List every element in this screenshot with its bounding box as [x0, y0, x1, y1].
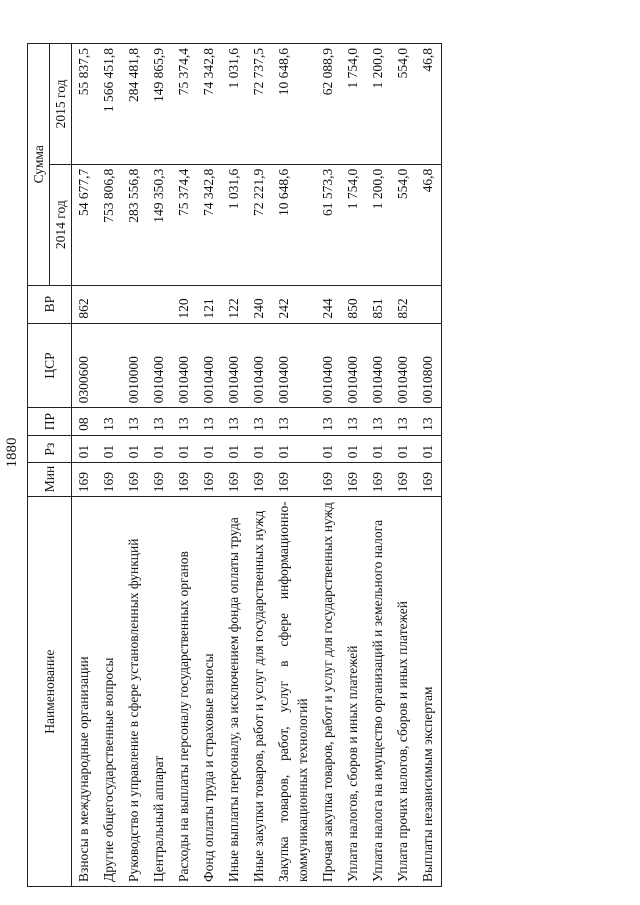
cell-sum-2014: 283 556,8	[122, 164, 147, 285]
cell-sum-2014: 753 806,8	[97, 164, 122, 285]
table-row	[222, 44, 247, 887]
cell-rz: 01	[97, 435, 122, 463]
cell-vr: 240	[247, 285, 272, 323]
cell-sum-2014: 1 200,0	[366, 164, 391, 285]
cell-pr: 13	[341, 408, 366, 436]
cell-min: 169	[341, 463, 366, 497]
cell-sum-2015: 72 737,5	[247, 44, 272, 165]
cell-pr: 13	[172, 408, 197, 436]
table-row	[391, 44, 416, 887]
table-row	[72, 44, 98, 887]
cell-csr: 0010400	[341, 323, 366, 408]
cell-pr: 13	[247, 408, 272, 436]
cell-rz: 01	[272, 435, 316, 463]
cell-sum-2014: 75 374,4	[172, 164, 197, 285]
cell-pr: 13	[197, 408, 222, 436]
cell-vr: 122	[222, 285, 247, 323]
cell-min: 169	[366, 463, 391, 497]
cell-sum-2014: 1 031,6	[222, 164, 247, 285]
cell-min: 169	[172, 463, 197, 497]
cell-sum-2015: 1 031,6	[222, 44, 247, 165]
cell-min: 169	[222, 463, 247, 497]
cell-vr	[97, 285, 122, 323]
header-year-2015: 2015 год	[50, 44, 72, 165]
cell-sum-2015: 46,8	[416, 44, 442, 165]
table-row	[416, 44, 442, 887]
table-row	[341, 44, 366, 887]
cell-rz: 01	[172, 435, 197, 463]
cell-pr: 13	[391, 408, 416, 436]
cell-rz: 01	[72, 435, 98, 463]
cell-pr: 13	[316, 408, 341, 436]
cell-vr	[147, 285, 172, 323]
cell-name: Закупка товаров, работ, услуг в сфере информационно-коммуникационных технологий	[272, 497, 316, 887]
cell-rz: 01	[197, 435, 222, 463]
cell-name: Уплата налогов, сборов и иных платежей	[341, 497, 366, 887]
cell-sum-2015: 1 200,0	[366, 44, 391, 165]
cell-vr: 852	[391, 285, 416, 323]
cell-min: 169	[97, 463, 122, 497]
cell-csr: 0010400	[147, 323, 172, 408]
cell-rz: 01	[341, 435, 366, 463]
cell-rz: 01	[366, 435, 391, 463]
cell-sum-2015: 75 374,4	[172, 44, 197, 165]
cell-sum-2015: 1 566 451,8	[97, 44, 122, 165]
cell-sum-2014: 61 573,3	[316, 164, 341, 285]
cell-csr: 0300600	[72, 323, 98, 408]
cell-pr: 13	[97, 408, 122, 436]
cell-name: Иные выплаты персоналу, за исключением фонда оплаты труда	[222, 497, 247, 887]
cell-sum-2014: 554,0	[391, 164, 416, 285]
cell-vr: 850	[341, 285, 366, 323]
cell-name: Фонд оплаты труда и страховые взносы	[197, 497, 222, 887]
cell-name: Уплата прочих налогов, сборов и иных платежей	[391, 497, 416, 887]
cell-csr: 0010400	[247, 323, 272, 408]
cell-sum-2015: 10 648,6	[272, 44, 316, 165]
header-pr: ПР	[28, 408, 72, 436]
cell-csr: 0010400	[197, 323, 222, 408]
cell-sum-2014: 54 677,7	[72, 164, 98, 285]
cell-pr: 13	[272, 408, 316, 436]
cell-csr: 0010400	[366, 323, 391, 408]
cell-pr: 13	[222, 408, 247, 436]
header-min: Мин	[28, 463, 72, 497]
cell-pr: 08	[72, 408, 98, 436]
cell-rz: 01	[316, 435, 341, 463]
header-sum: Сумма	[28, 44, 50, 286]
cell-csr: 0010400	[272, 323, 316, 408]
cell-name: Руководство и управление в сфере установленных функций	[122, 497, 147, 887]
cell-name: Выплаты независимым экспертам	[416, 497, 442, 887]
table-row	[197, 44, 222, 887]
cell-min: 169	[147, 463, 172, 497]
cell-csr: 0010400	[172, 323, 197, 408]
cell-sum-2015: 1 754,0	[341, 44, 366, 165]
cell-sum-2014: 1 754,0	[341, 164, 366, 285]
cell-min: 169	[197, 463, 222, 497]
cell-sum-2014: 46,8	[416, 164, 442, 285]
cell-sum-2014: 72 221,9	[247, 164, 272, 285]
cell-name: Другие общегосударственные вопросы	[97, 497, 122, 887]
header-vr: ВР	[28, 285, 72, 323]
cell-vr: 244	[316, 285, 341, 323]
cell-sum-2014: 74 342,8	[197, 164, 222, 285]
cell-vr: 120	[172, 285, 197, 323]
cell-name: Взносы в международные организации	[72, 497, 98, 887]
cell-pr: 13	[416, 408, 442, 436]
cell-vr: 862	[72, 285, 98, 323]
table-row	[272, 44, 316, 887]
cell-min: 169	[247, 463, 272, 497]
cell-sum-2015: 149 865,9	[147, 44, 172, 165]
cell-min: 169	[416, 463, 442, 497]
cell-min: 169	[122, 463, 147, 497]
table-row	[122, 44, 147, 887]
cell-pr: 13	[147, 408, 172, 436]
cell-vr	[416, 285, 442, 323]
page-number: 1880	[4, 437, 20, 468]
table-row	[97, 44, 122, 887]
cell-name: Центральный аппарат	[147, 497, 172, 887]
cell-csr: 0010400	[316, 323, 341, 408]
cell-min: 169	[316, 463, 341, 497]
table-row	[366, 44, 391, 887]
cell-sum-2015: 74 342,8	[197, 44, 222, 165]
header-year-2014: 2014 год	[50, 164, 72, 285]
cell-csr	[97, 323, 122, 408]
header-csr: ЦСР	[28, 323, 72, 408]
cell-csr: 0010400	[222, 323, 247, 408]
cell-vr: 242	[272, 285, 316, 323]
table-row	[247, 44, 272, 887]
cell-name: Уплата налога на имущество организаций и земельного налога	[366, 497, 391, 887]
cell-sum-2015: 62 088,9	[316, 44, 341, 165]
table-row	[147, 44, 172, 887]
cell-sum-2015: 284 481,8	[122, 44, 147, 165]
cell-csr: 0010000	[122, 323, 147, 408]
cell-name: Расходы на выплаты персоналу государственных органов	[172, 497, 197, 887]
cell-csr: 0010400	[391, 323, 416, 408]
table-row	[172, 44, 197, 887]
cell-sum-2014: 149 350,3	[147, 164, 172, 285]
cell-pr: 13	[366, 408, 391, 436]
header-name: Наименование	[28, 497, 72, 887]
cell-vr: 851	[366, 285, 391, 323]
cell-rz: 01	[222, 435, 247, 463]
cell-rz: 01	[147, 435, 172, 463]
header-rz: Рз	[28, 435, 72, 463]
cell-min: 169	[72, 463, 98, 497]
cell-sum-2015: 554,0	[391, 44, 416, 165]
cell-csr: 0010800	[416, 323, 442, 408]
cell-sum-2014: 10 648,6	[272, 164, 316, 285]
cell-name: Иные закупки товаров, работ и услуг для государственных нужд	[247, 497, 272, 887]
cell-sum-2015: 55 837,5	[72, 44, 98, 165]
cell-rz: 01	[416, 435, 442, 463]
cell-vr	[122, 285, 147, 323]
budget-table	[27, 43, 442, 887]
cell-vr: 121	[197, 285, 222, 323]
cell-rz: 01	[122, 435, 147, 463]
table-row	[316, 44, 341, 887]
table-body	[72, 44, 442, 887]
cell-min: 169	[391, 463, 416, 497]
cell-name: Прочая закупка товаров, работ и услуг для государственных нужд	[316, 497, 341, 887]
cell-rz: 01	[391, 435, 416, 463]
cell-pr: 13	[122, 408, 147, 436]
cell-rz: 01	[247, 435, 272, 463]
cell-min: 169	[272, 463, 316, 497]
table-header	[28, 44, 72, 887]
